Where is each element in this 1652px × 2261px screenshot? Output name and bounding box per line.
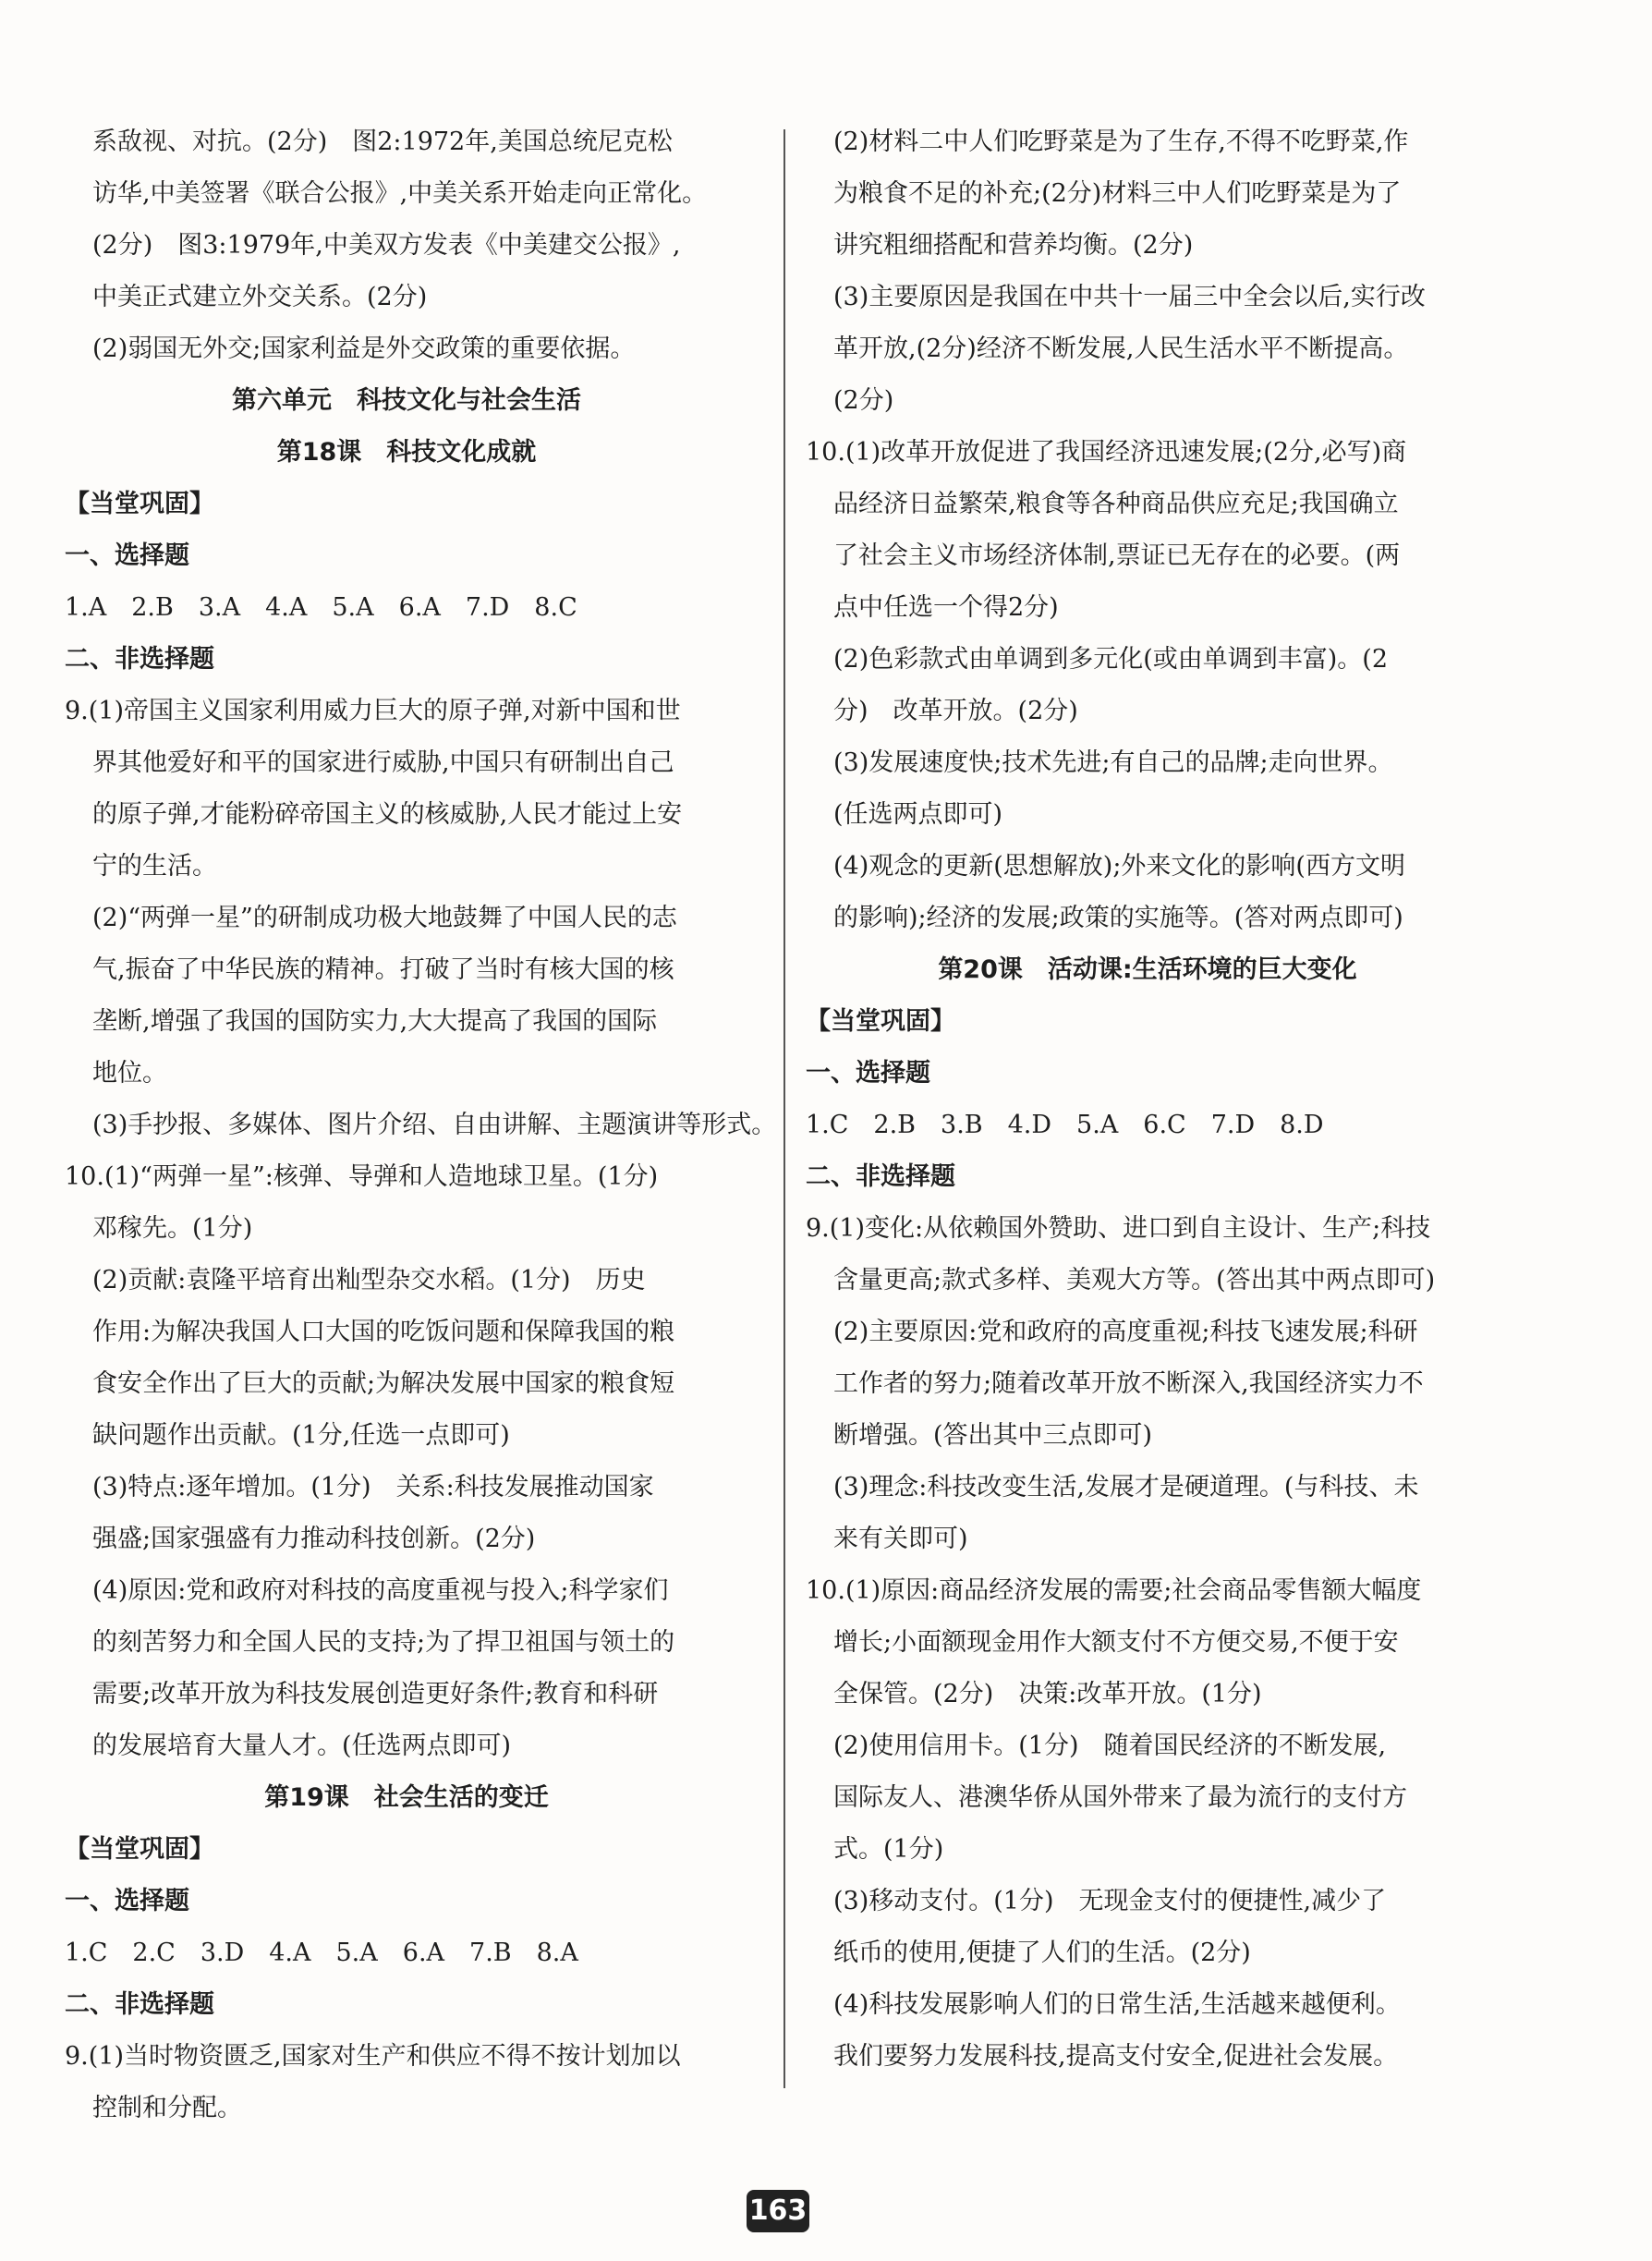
right-line-32: 国际友人、港澳华侨从国外带来了最为流行的支付方 (833, 1783, 1407, 1812)
left-line-9: 1.A 2.B 3.A 4.A 5.A 6.A 7.D 8.C (65, 593, 577, 622)
right-line-24: 工作者的努力;随着改革开放不断深入,我国经济实力不 (833, 1369, 1424, 1398)
left-line-12: 界其他爱好和平的国家进行威胁,中国只有研制出自己 (92, 748, 674, 777)
column-divider (783, 129, 785, 2088)
left-line-11: 9.(1)帝国主义国家利用威力巨大的原子弹,对新中国和世 (65, 697, 681, 725)
right-line-3: (3)主要原因是我国在中共十一届三中全会以后,实行改 (833, 283, 1426, 311)
left-line-6: 第18课 科技文化成就 (276, 438, 537, 467)
right-line-17: 【当堂巩固】 (806, 1007, 955, 1036)
right-line-28: 10.(1)原因:商品经济发展的需要;社会商品零售额大幅度 (806, 1576, 1422, 1605)
right-line-15: 的影响);经济的发展;政策的实施等。(答对两点即可) (833, 904, 1403, 932)
left-line-33: 【当堂巩固】 (65, 1835, 214, 1864)
left-line-10: 二、非选择题 (65, 645, 214, 674)
right-line-34: (3)移动支付。(1分) 无现金支付的便捷性,减少了 (833, 1887, 1387, 1915)
right-line-12: (3)发展速度快;技术先进;有自己的品牌;走向世界。 (833, 748, 1393, 777)
left-line-3: 中美正式建立外交关系。(2分) (92, 283, 428, 311)
right-line-10: (2)色彩款式由单调到多元化(或由单调到丰富)。(2 (833, 645, 1389, 674)
left-line-18: 地位。 (92, 1059, 167, 1088)
right-line-30: 全保管。(2分) 决策:改革开放。(1分) (833, 1680, 1262, 1708)
left-line-8: 一、选择题 (65, 541, 189, 570)
right-line-1: 为粮食不足的补充;(2分)材料三中人们吃野菜是为了 (833, 179, 1402, 208)
right-line-13: (任选两点即可) (833, 800, 1003, 829)
left-line-26: (3)特点:逐年增加。(1分) 关系:科技发展推动国家 (92, 1473, 654, 1501)
right-line-25: 断增强。(答出其中三点即可) (833, 1421, 1153, 1450)
left-line-27: 强盛;国家强盛有力推动科技创新。(2分) (92, 1525, 536, 1553)
right-line-33: 式。(1分) (833, 1835, 944, 1864)
left-line-19: (3)手抄报、多媒体、图片介绍、自由讲解、主题演讲等形式。 (92, 1111, 777, 1139)
left-line-28: (4)原因:党和政府对科技的高度重视与投入;科学家们 (92, 1576, 669, 1605)
left-line-34: 一、选择题 (65, 1887, 189, 1915)
left-line-4: (2)弱国无外交;国家利益是外交政策的重要依据。 (92, 334, 636, 363)
left-line-21: 邓稼先。(1分) (92, 1214, 253, 1243)
right-line-14: (4)观念的更新(思想解放);外来文化的影响(西方文明 (833, 852, 1405, 881)
left-line-30: 需要;改革开放为科技发展创造更好条件;教育和科研 (92, 1680, 659, 1708)
right-line-16: 第20课 活动课:生活环境的巨大变化 (938, 955, 1357, 984)
left-line-25: 缺问题作出贡献。(1分,任选一点即可) (92, 1421, 510, 1450)
right-line-19: 1.C 2.B 3.B 4.D 5.A 6.C 7.D 8.D (806, 1111, 1324, 1139)
right-line-18: 一、选择题 (806, 1059, 930, 1088)
left-line-31: 的发展培育大量人才。(任选两点即可) (92, 1732, 512, 1760)
left-line-23: 作用:为解决我国人口大国的吃饭问题和保障我国的粮 (92, 1318, 675, 1346)
right-line-22: 含量更高;款式多样、美观大方等。(答出其中两点即可) (833, 1266, 1436, 1295)
right-line-29: 增长;小面额现金用作大额支付不方便交易,不便于安 (833, 1628, 1399, 1657)
left-line-1: 访华,中美签署《联合公报》,中美关系开始走向正常化。 (92, 179, 708, 208)
left-line-14: 宁的生活。 (92, 852, 217, 881)
right-line-26: (3)理念:科技改变生活,发展才是硬道理。(与科技、未 (833, 1473, 1419, 1501)
right-line-2: 讲究粗细搭配和营养均衡。(2分) (833, 231, 1194, 260)
right-line-4: 革开放,(2分)经济不断发展,人民生活水平不断提高。 (833, 334, 1409, 363)
left-line-0: 系敌视、对抗。(2分) 图2:1972年,美国总统尼克松 (92, 128, 673, 156)
right-line-21: 9.(1)变化:从依赖国外赞助、进口到自主设计、生产;科技 (806, 1214, 1431, 1243)
left-column (65, 116, 777, 2134)
left-line-37: 9.(1)当时物资匮乏,国家对生产和供应不得不按计划加以 (65, 2042, 681, 2071)
right-line-20: 二、非选择题 (806, 1162, 955, 1191)
right-line-35: 纸币的使用,便捷了人们的生活。(2分) (833, 1939, 1251, 1967)
page-number: 163 (747, 2190, 809, 2232)
left-line-20: 10.(1)“两弹一星”:核弹、导弹和人造地球卫星。(1分) (65, 1162, 659, 1191)
right-line-31: (2)使用信用卡。(1分) 随着国民经济的不断发展, (833, 1732, 1387, 1760)
left-line-13: 的原子弹,才能粉碎帝国主义的核威胁,人民才能过上安 (92, 800, 683, 829)
left-line-24: 食安全作出了巨大的贡献;为解决发展中国家的粮食短 (92, 1369, 675, 1398)
right-line-11: 分) 改革开放。(2分) (833, 697, 1078, 725)
left-line-2: (2分) 图3:1979年,中美双方发表《中美建交公报》, (92, 231, 681, 260)
right-line-36: (4)科技发展影响人们的日常生活,生活越来越便利。 (833, 1990, 1401, 2019)
right-line-0: (2)材料二中人们吃野菜是为了生存,不得不吃野菜,作 (833, 128, 1409, 156)
left-line-22: (2)贡献:袁隆平培育出籼型杂交水稻。(1分) 历史 (92, 1266, 646, 1295)
left-line-16: 气,振奋了中华民族的精神。打破了当时有核大国的核 (92, 955, 674, 984)
left-line-29: 的刻苦努力和全国人民的支持;为了捍卫祖国与领土的 (92, 1628, 675, 1657)
right-line-6: 10.(1)改革开放促进了我国经济迅速发展;(2分,必写)商 (806, 438, 1407, 467)
left-line-5: 第六单元 科技文化与社会生活 (232, 386, 581, 415)
right-line-5: (2分) (833, 386, 894, 415)
right-column (806, 116, 1489, 2083)
left-line-38: 控制和分配。 (92, 2094, 242, 2122)
left-line-7: 【当堂巩固】 (65, 490, 214, 518)
left-line-17: 垄断,增强了我国的国防实力,大大提高了我国的国际 (92, 1007, 658, 1036)
right-line-27: 来有关即可) (833, 1525, 968, 1553)
right-line-23: (2)主要原因:党和政府的高度重视;科技飞速发展;科研 (833, 1318, 1418, 1346)
right-line-9: 点中任选一个得2分) (833, 593, 1059, 622)
right-line-37: 我们要努力发展科技,提高支付安全,促进社会发展。 (833, 2042, 1399, 2071)
left-line-36: 二、非选择题 (65, 1990, 214, 2019)
left-line-35: 1.C 2.C 3.D 4.A 5.A 6.A 7.B 8.A (65, 1939, 578, 1967)
right-line-8: 了社会主义市场经济体制,票证已无存在的必要。(两 (833, 541, 1401, 570)
left-line-32: 第19课 社会生活的变迁 (264, 1783, 549, 1812)
left-line-15: (2)“两弹一星”的研制成功极大地鼓舞了中国人民的志 (92, 904, 677, 932)
right-line-7: 品经济日益繁荣,粮食等各种商品供应充足;我国确立 (833, 490, 1399, 518)
